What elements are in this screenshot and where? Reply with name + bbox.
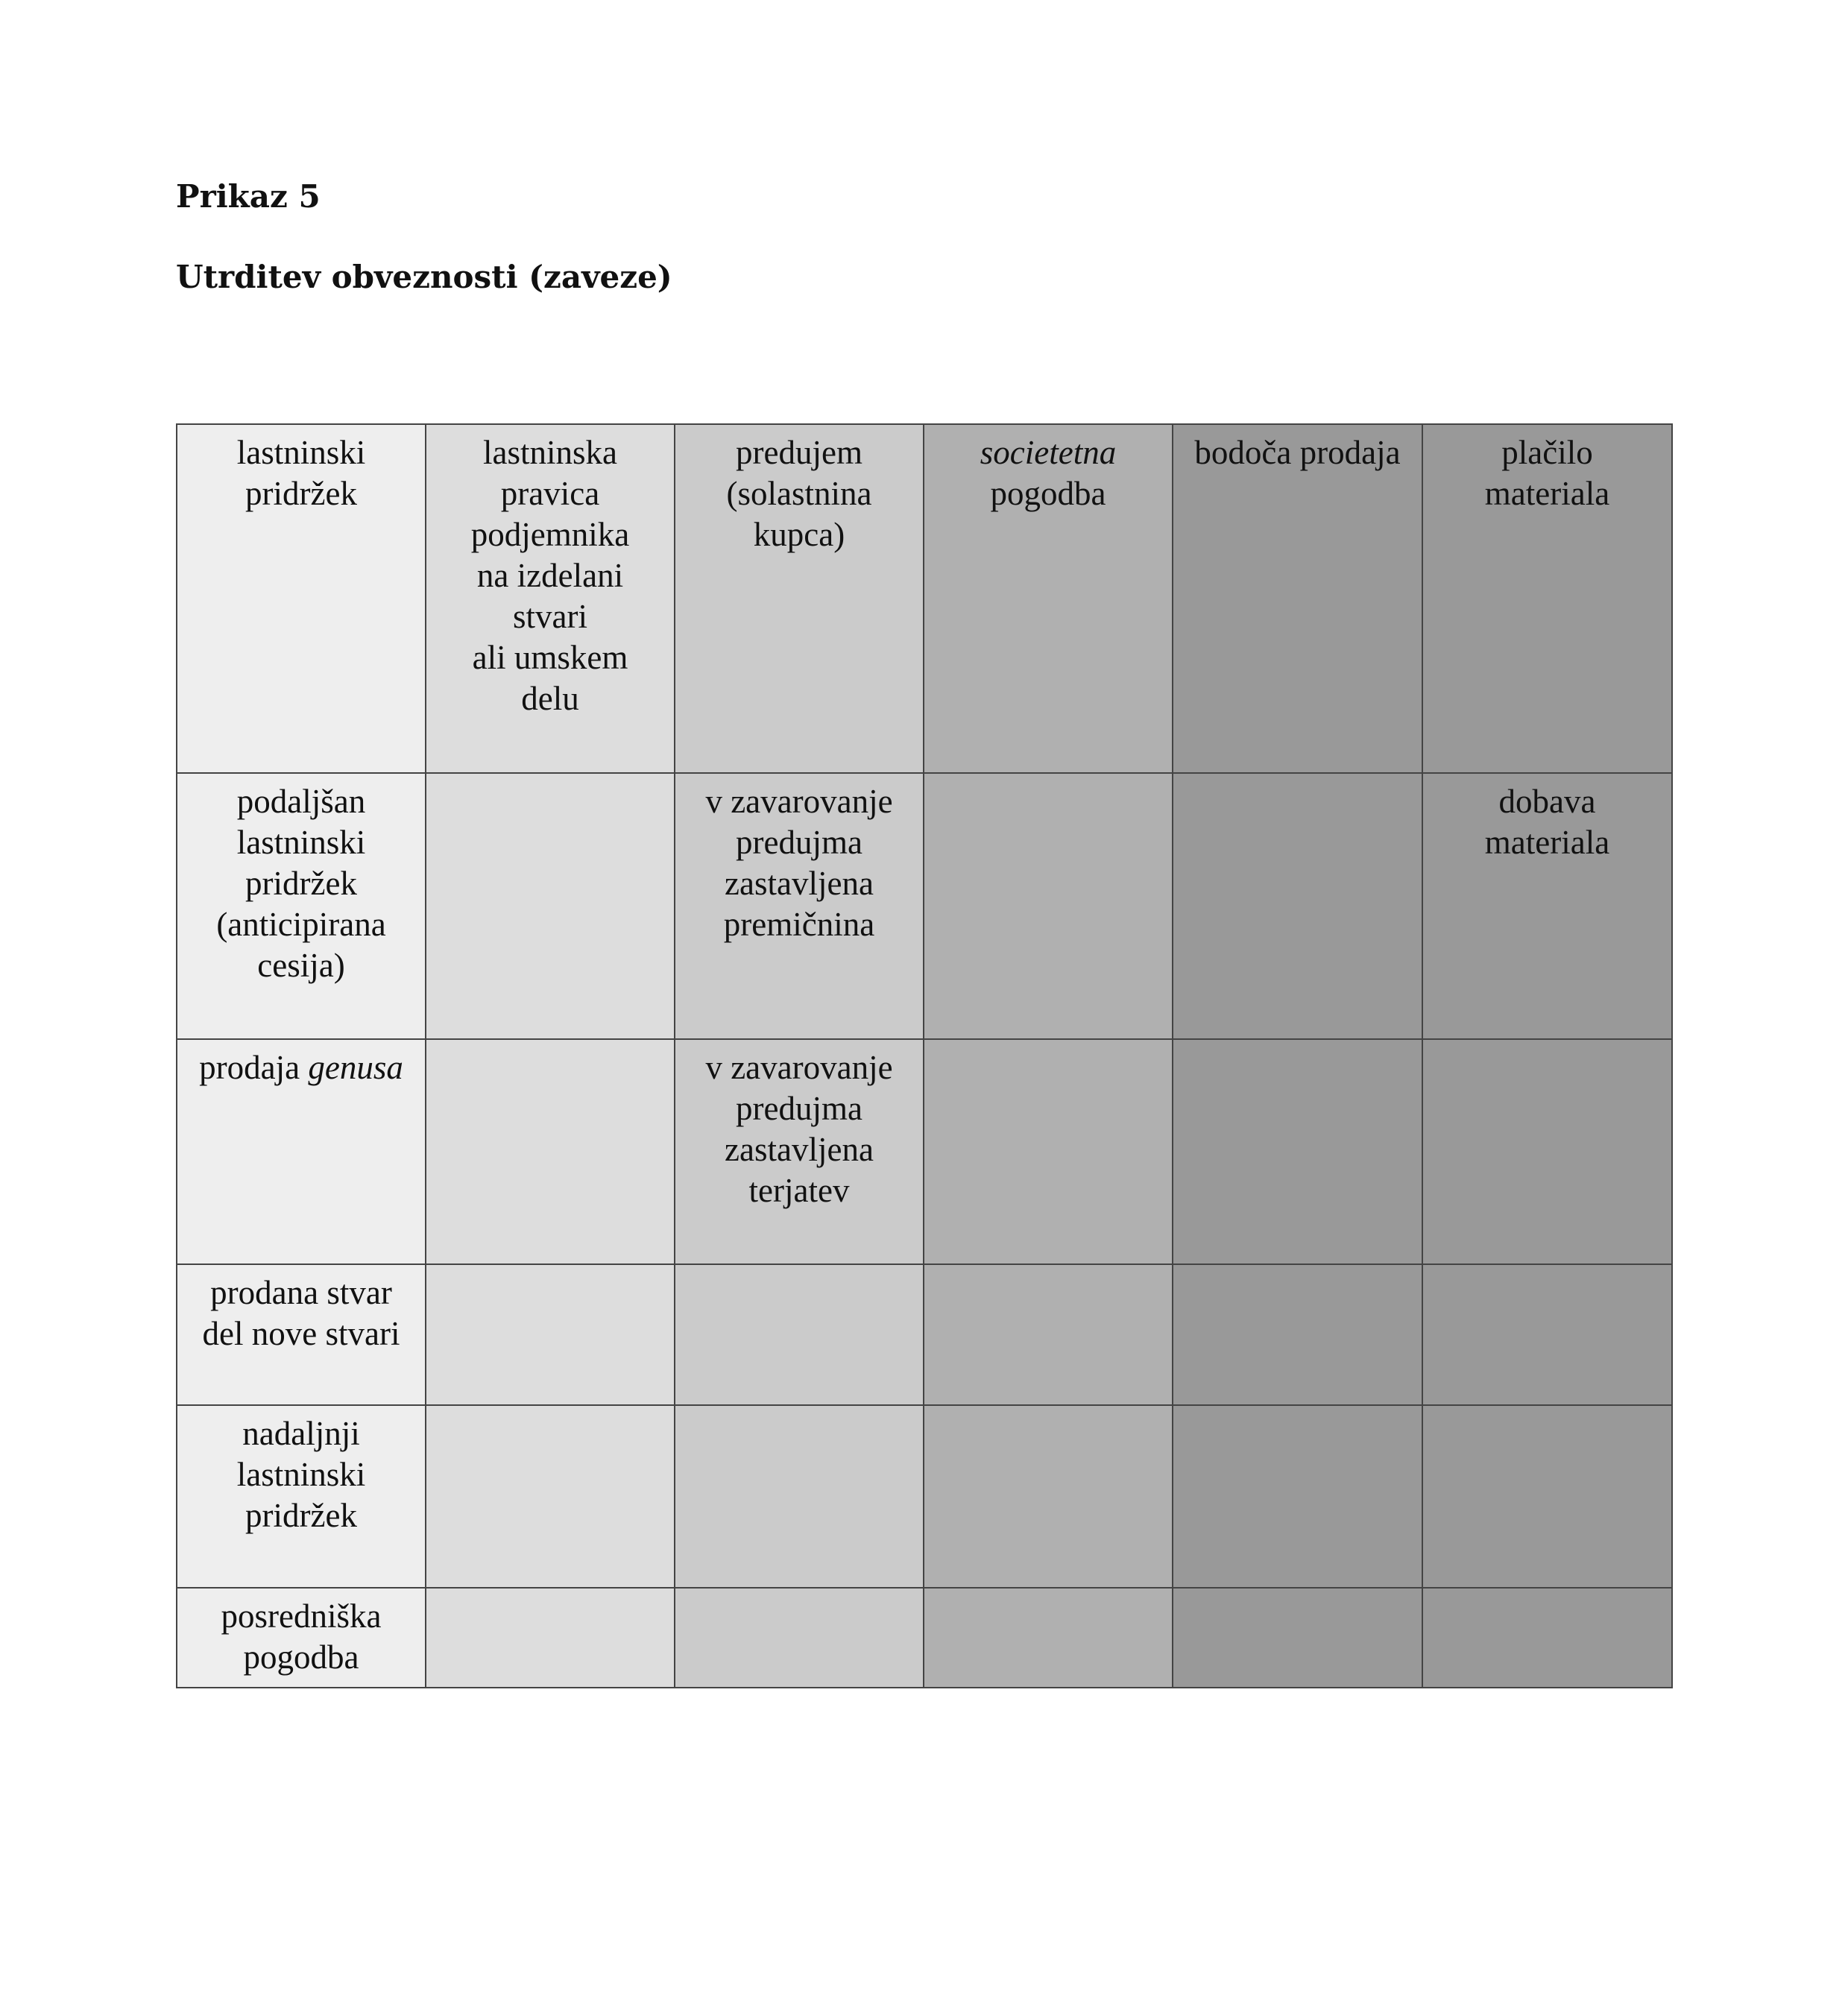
table-cell: [1422, 1588, 1672, 1688]
table-cell: [924, 1264, 1173, 1405]
table-cell: [1422, 1264, 1672, 1405]
table-cell: [675, 1588, 924, 1688]
figure-title: Utrditev obveznosti (zaveze): [176, 259, 672, 295]
table-cell: [426, 773, 675, 1039]
cell-text: predujem (solastnina kupca): [726, 434, 872, 553]
table-cell: [1173, 1264, 1422, 1405]
table-cell: [177, 1039, 426, 1264]
table-row: [177, 773, 1672, 1039]
table-cell: [177, 1405, 426, 1588]
table-cell: [675, 424, 924, 773]
cell-text: pogodba: [990, 475, 1106, 512]
table-cell: [177, 424, 426, 773]
table-cell: [924, 1405, 1173, 1588]
table-cell: [426, 1405, 675, 1588]
table-cell: [177, 773, 426, 1039]
table-cell: [1173, 1039, 1422, 1264]
cell-text: nadaljnji lastninski pridržek: [236, 1415, 366, 1534]
cell-text: lastninska pravica podjemnika na izdelani stvari ali umskem delu: [470, 434, 630, 717]
cell-text: plačilo materiala: [1484, 434, 1610, 512]
table-row: [177, 1039, 1672, 1264]
table-cell: [675, 773, 924, 1039]
table-cell: [924, 773, 1173, 1039]
cell-text: bodoča prodaja: [1194, 434, 1401, 471]
cell-text-italic: genusa: [308, 1049, 403, 1086]
table-cell: [1422, 1039, 1672, 1264]
table-cell: [675, 1405, 924, 1588]
figure-caption: Prikaz 5: [176, 178, 321, 215]
table-cell: [675, 1039, 924, 1264]
table-cell: [1422, 773, 1672, 1039]
cell-text: prodana stvar del nove stvari: [202, 1274, 400, 1352]
table-cell: [426, 424, 675, 773]
table-cell: [924, 1039, 1173, 1264]
table-cell: [1422, 1405, 1672, 1588]
table-cell: [426, 1039, 675, 1264]
cell-text: lastninski pridržek: [236, 434, 366, 512]
table-cell: [924, 424, 1173, 773]
table-cell: [426, 1588, 675, 1688]
cell-text: prodaja: [199, 1049, 309, 1086]
table-row: [177, 424, 1672, 773]
cell-text: v zavarovanje predujma zastavljena premičnina: [705, 783, 893, 943]
table-cell: [1422, 424, 1672, 773]
table-row: [177, 1264, 1672, 1405]
cell-text: posredniška pogodba: [221, 1597, 382, 1676]
table-cell: [1173, 424, 1422, 773]
cell-text-italic: societetna: [980, 434, 1117, 471]
table-row: [177, 1588, 1672, 1688]
table-cell: [675, 1264, 924, 1405]
table-cell: [924, 1588, 1173, 1688]
cell-text: v zavarovanje predujma zastavljena terjatev: [705, 1049, 893, 1209]
table-cell: [426, 1264, 675, 1405]
table-cell: [1173, 1588, 1422, 1688]
table-row: [177, 1405, 1672, 1588]
cell-text: dobava materiala: [1484, 783, 1610, 861]
obligation-table: [176, 423, 1673, 1688]
cell-text: podaljšan lastninski pridržek (anticipirana cesija): [216, 783, 386, 984]
table-cell: [1173, 1405, 1422, 1588]
table-cell: [177, 1264, 426, 1405]
table-cell: [177, 1588, 426, 1688]
table-cell: [1173, 773, 1422, 1039]
